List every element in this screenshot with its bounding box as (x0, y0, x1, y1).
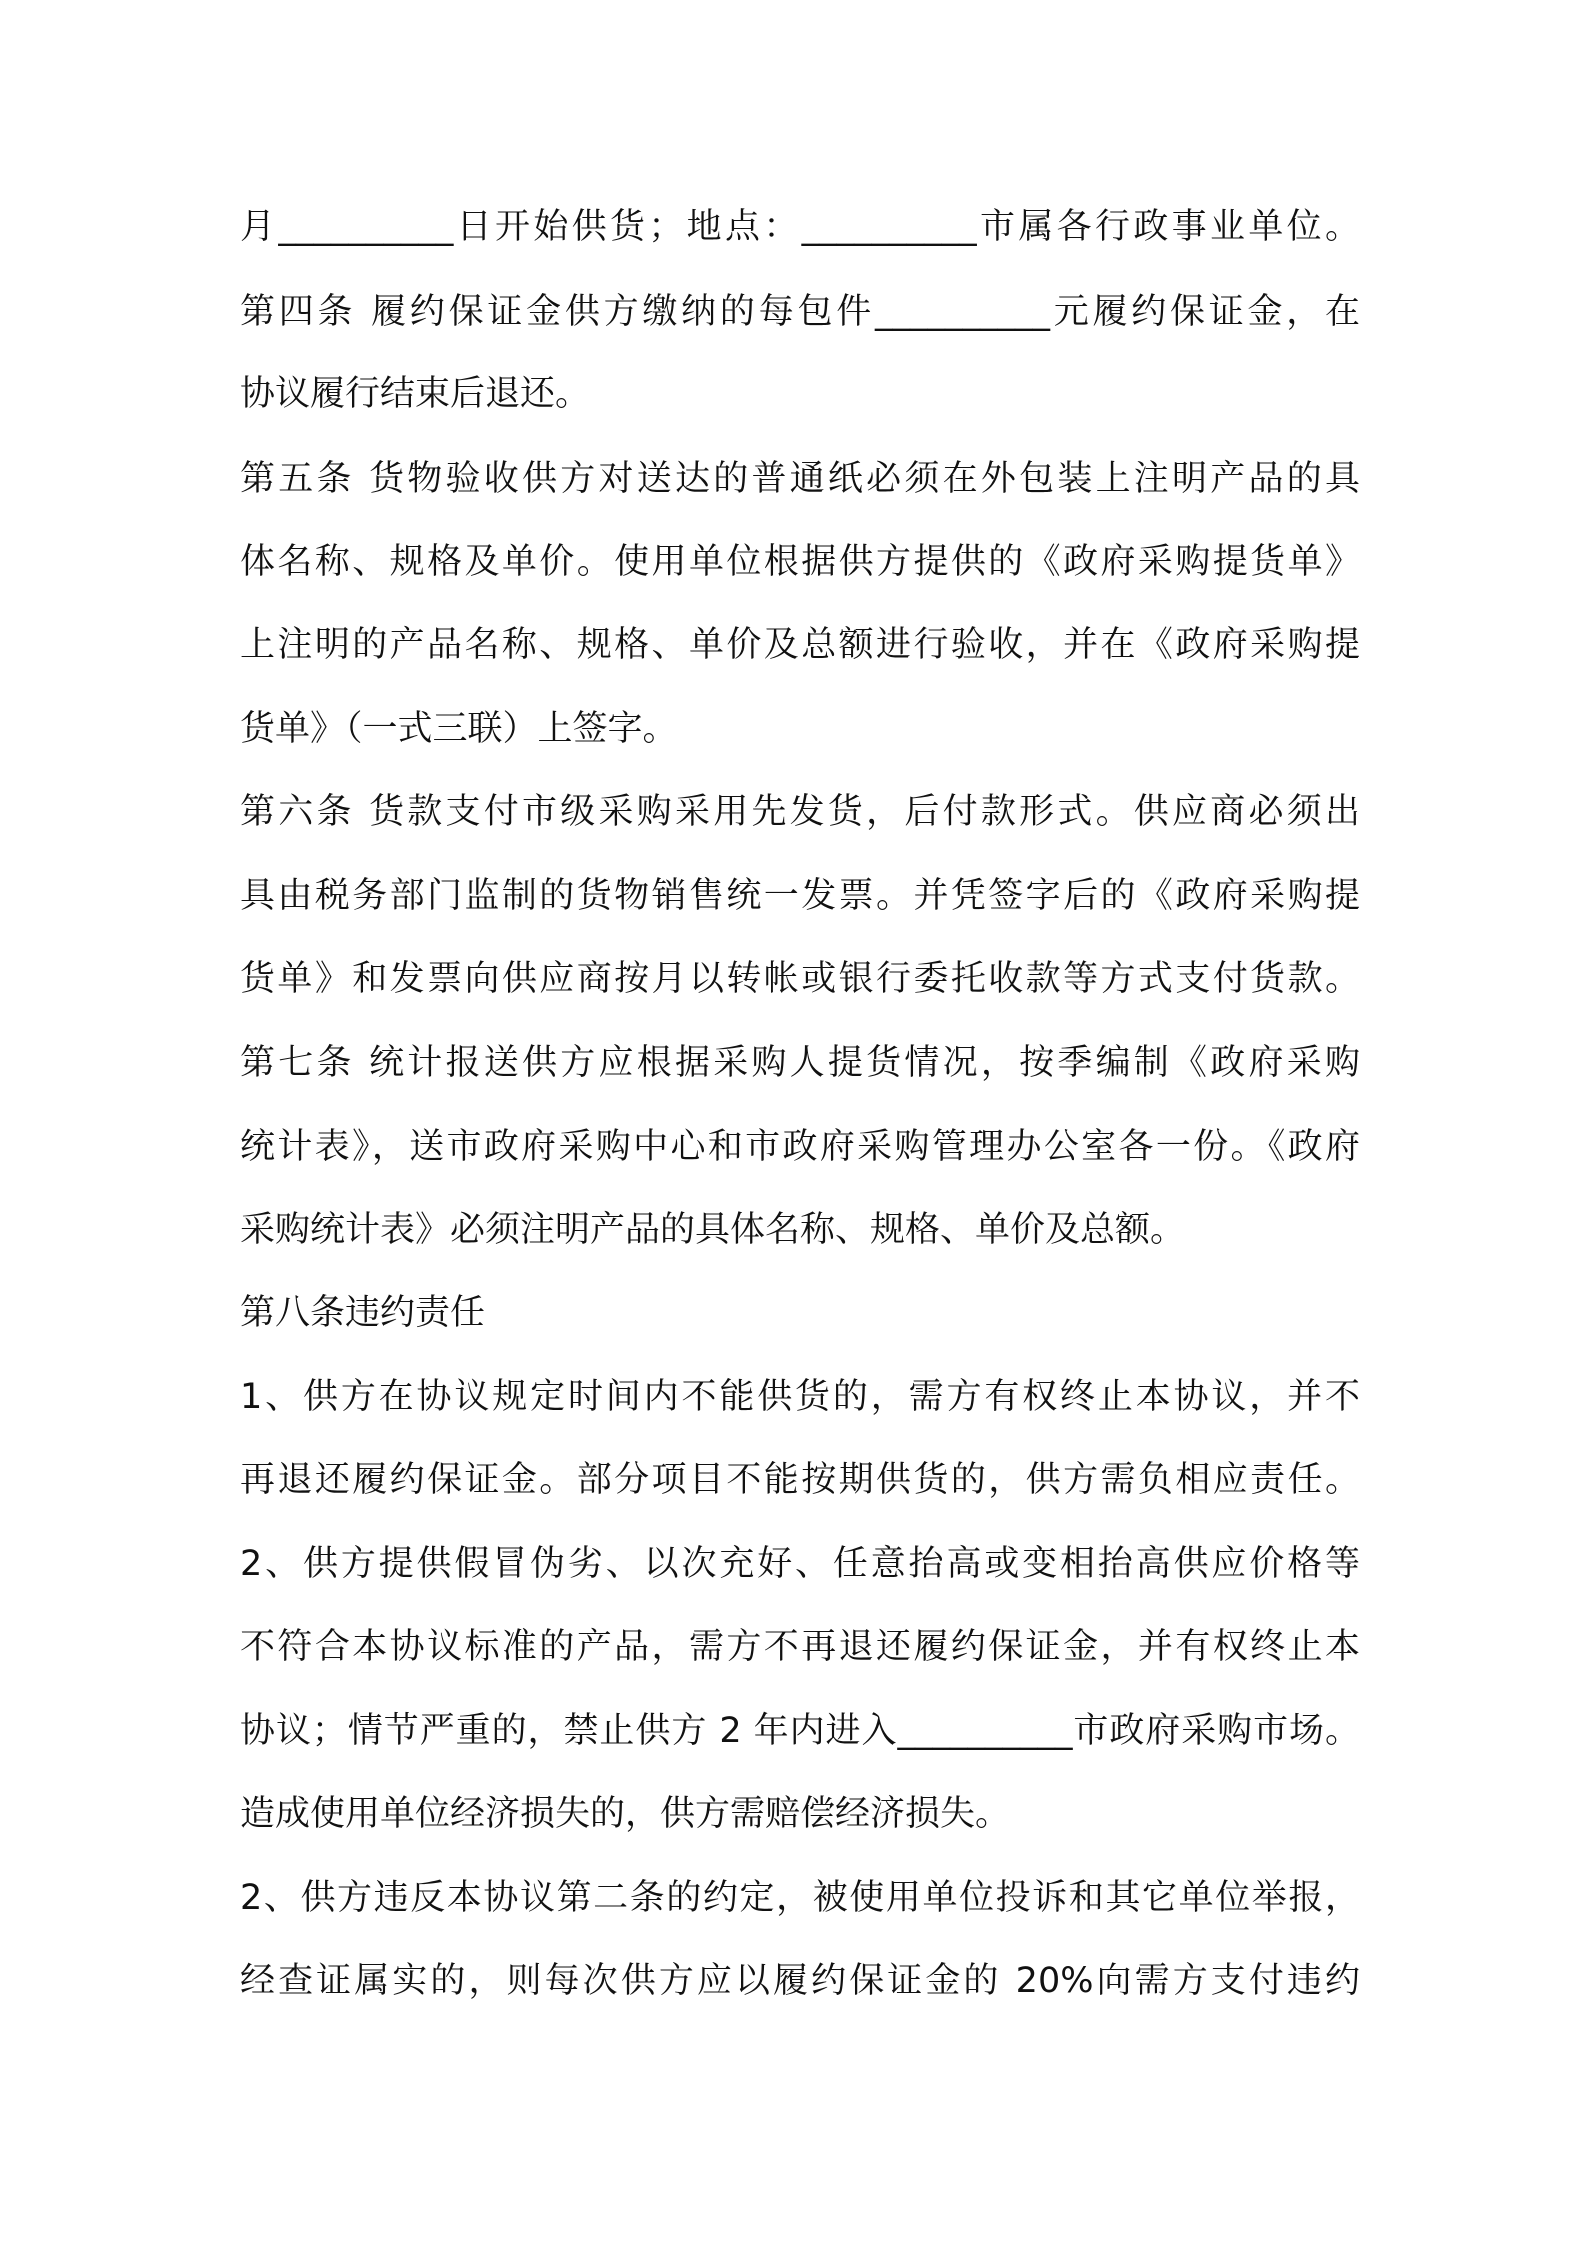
text-line: 2、供方违反本协议第二条的约定，被使用单位投诉和其它单位举报， (240, 1878, 1360, 1918)
text-line: 第八条违约责任 (240, 1293, 486, 1333)
text-line: 上注明的产品名称、规格、单价及总额进行验收，并在《政府采购提 (240, 625, 1360, 665)
text-line: 造成使用单位经济损失的，供方需赔偿经济损失。 (240, 1794, 1011, 1834)
text-line: 货单》（一式三联）上签字。 (240, 709, 678, 749)
text-line: 体名称、规格及单价。使用单位根据供方提供的《政府采购提货单》 (240, 542, 1360, 582)
text-line: 1、供方在协议规定时间内不能供货的，需方有权终止本协议，并不 (240, 1377, 1360, 1417)
text-line: 货单》和发票向供应商按月以转帐或银行委托收款等方式支付货款。 (240, 959, 1360, 999)
text-line: 统计表》，送市政府采购中心和市政府采购管理办公室各一份。《政府 (240, 1127, 1360, 1167)
text-line: 协议履行结束后退还。 (240, 374, 591, 414)
text-line: 再退还履约保证金。部分项目不能按期供货的，供方需负相应责任。 (240, 1460, 1360, 1500)
text-line: 经查证属实的，则每次供方应以履约保证金的 20%向需方支付违约 (240, 1961, 1360, 2001)
text-line: 月__________日开始供货；地点：__________市属各行政事业单位。 (240, 207, 1360, 247)
text-line: 具由税务部门监制的货物销售统一发票。并凭签字后的《政府采购提 (240, 876, 1360, 916)
text-line: 第七条 统计报送供方应根据采购人提货情况，按季编制《政府采购 (240, 1043, 1360, 1083)
text-line: 第四条 履约保证金供方缴纳的每包件__________元履约保证金，在 (240, 292, 1360, 332)
text-line: 采购统计表》必须注明产品的具体名称、规格、单价及总额。 (240, 1210, 1186, 1250)
text-line: 协议；情节严重的，禁止供方 2 年内进入__________市政府采购市场。 (240, 1711, 1360, 1751)
text-line: 第六条 货款支付市级采购采用先发货，后付款形式。供应商必须出 (240, 792, 1360, 832)
text-line: 不符合本协议标准的产品，需方不再退还履约保证金，并有权终止本 (240, 1627, 1360, 1667)
text-line: 第五条 货物验收供方对送达的普通纸必须在外包装上注明产品的具 (240, 459, 1360, 499)
text-line: 2、供方提供假冒伪劣、以次充好、任意抬高或变相抬高供应价格等 (240, 1544, 1360, 1584)
